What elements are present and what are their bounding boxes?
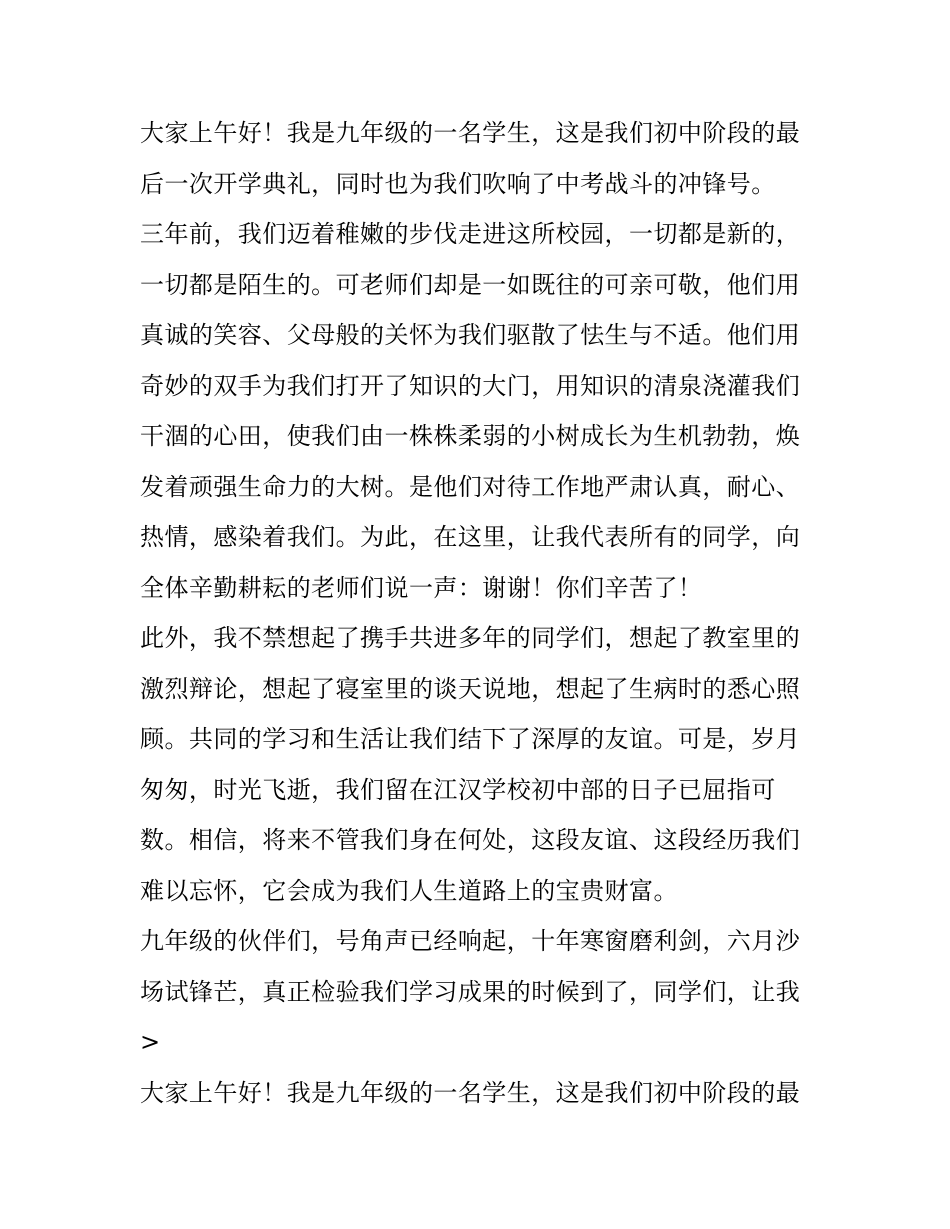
text-line: 顾。共同的学习和生活让我们结下了深厚的友谊。可是，岁月 bbox=[140, 725, 801, 753]
text-line: 奇妙的双手为我们打开了知识的大门，用知识的清泉浇灌我们 bbox=[140, 371, 801, 400]
text-line: 大家上午好！我是九年级的一名学生，这是我们初中阶段的最 bbox=[140, 1078, 801, 1107]
text-line: 全体辛勤耕耘的老师们说一声：谢谢！你们辛苦了！ bbox=[140, 573, 703, 602]
continuation-marker: > bbox=[140, 1028, 161, 1056]
text-line: 干涸的心田，使我们由一株株柔弱的小树成长为生机勃勃，焕 bbox=[140, 422, 801, 450]
speech-text bbox=[140, 108, 816, 1118]
text-line: 后一次开学典礼，同时也为我们吹响了中考战斗的冲锋号。 bbox=[140, 169, 776, 198]
text-line: 难以忘怀，它会成为我们人生道路上的宝贵财富。 bbox=[140, 876, 678, 905]
text-line: 真诚的笑容、父母般的关怀为我们驱散了怯生与不适。他们用 bbox=[140, 321, 801, 349]
text-line: 大家上午好！我是九年级的一名学生，这是我们初中阶段的最 bbox=[140, 119, 801, 147]
text-line: 发着顽强生命力的大树。是他们对待工作地严肃认真，耐心、 bbox=[140, 472, 801, 501]
text-line: 此外，我不禁想起了携手共进多年的同学们，想起了教室里的 bbox=[140, 624, 801, 652]
text-line: 一切都是陌生的。可老师们却是一如既往的可亲可敬，他们用 bbox=[140, 270, 801, 299]
text-line: 数。相信，将来不管我们身在何处，这段友谊、这段经历我们 bbox=[140, 826, 801, 854]
text-line: 场试锋芒，真正检验我们学习成果的时候到了，同学们，让我 bbox=[140, 977, 801, 1006]
text-line: 匆匆，时光飞逝，我们留在江汉学校初中部的日子已屈指可 bbox=[140, 775, 776, 804]
text-line: 激烈辩论，想起了寝室里的谈天说地，想起了生病时的悉心照 bbox=[140, 674, 801, 703]
text-line: 热情，感染着我们。为此，在这里，让我代表所有的同学，向 bbox=[140, 523, 801, 551]
text-line: 三年前，我们迈着稚嫩的步伐走进这所校园，一切都是新的， bbox=[140, 220, 801, 248]
text-line: 九年级的伙伴们，号角声已经响起，十年寒窗磨利剑，六月沙 bbox=[140, 927, 801, 955]
